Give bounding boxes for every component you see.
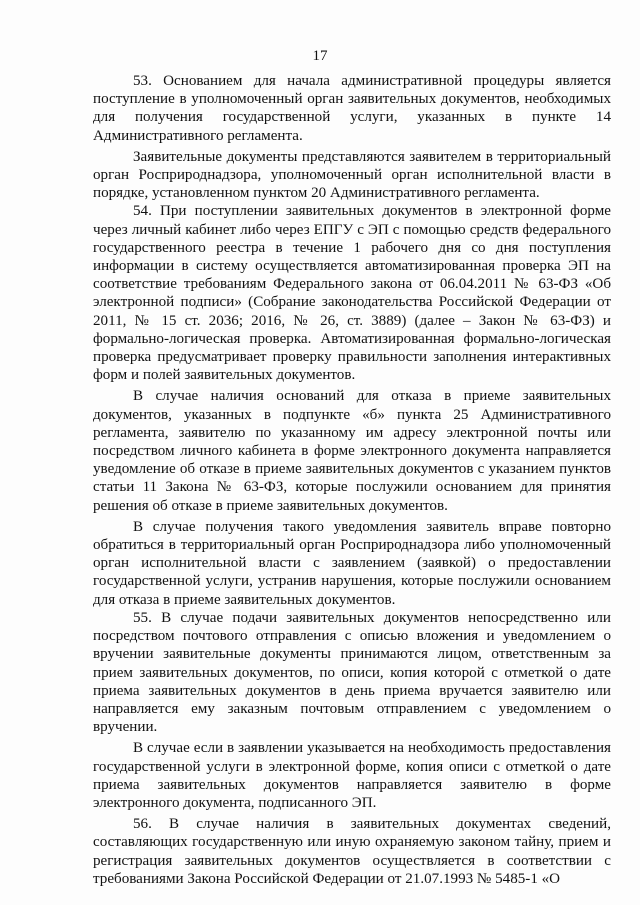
paragraph-55-electronic: В случае если в заявлении указывается на необходимость предоставления государственной услуги в электронной форме, копия описи с отметкой о дате приема заявительных документов направляется заявителю в форме электронного документа, подписанного ЭП.: [93, 740, 611, 811]
paragraph-55: 55. В случае подачи заявительных документов непосредственно или посредством почтового отправления с описью вложения и уведомлением о вручении заявительные документы принимаются лицом, ответственным за прием заявительных документов, по описи, копия которой с отметкой о дате приема заявительных документов в день приема вручается заявителю или направляется ему заказным почтовым отправлением с уведомлением о вручении.: [93, 609, 611, 736]
paragraph-53: 53. Основанием для начала административной процедуры является поступление в уполномоченный орган заявительных документов, необходимых для получения государственной услуги, указанных в пункте 14 Административного регламента.: [93, 73, 611, 144]
paragraph-54: 54. При поступлении заявительных документов в электронной форме через личный кабинет либо через ЕПГУ с ЭП с помощью средств федерального государственного реестра в течение 1 рабочего дня со дня поступления информации в систему осуществляется автоматизированная проверка ЭП на соответствие требованиям Федерального закона от 06.04.2011 № 63-ФЗ «Об электронной подписи» (Собрание законодательства Российской Федерации от 2011, № 15 ст. 2036; 2016, № 26, ст. 3889) (далее – Закон № 63-ФЗ) и формально-логическая проверка. Автоматизированная формально-логическая проверка предусматривает проверку правильности заполнения интерактивных форм и полей заявительных документов.: [93, 203, 611, 384]
paragraph-53-submission: Заявительные документы представляются заявителем в территориальный орган Росприроднадзора, уполномоченный орган исполнительной власти в порядке, установленном пунктом 20 Административного регламента.: [93, 148, 611, 202]
document-body: [93, 72, 611, 888]
page-number: 17: [312, 48, 328, 64]
paragraph-54-resubmission: В случае получения такого уведомления заявитель вправе повторно обратиться в территориальный орган Росприроднадзора либо уполномоченный орган исполнительной власти с заявлением (заявкой) о предоставлении государственной услуги, устранив нарушения, которые послужили основанием для отказа в приеме заявительных документов.: [93, 518, 611, 608]
paragraph-56: 56. В случае наличия в заявительных документах сведений, составляющих государственную или иную охраняемую законом тайну, прием и регистрация заявительных документов осуществляется в соответствии с требованиями Закона Российской Федерации от 21.07.1993 № 5485-1 «О: [93, 816, 611, 887]
paragraph-54-refusal: В случае наличия оснований для отказа в приеме заявительных документов, указанных в подпункте «б» пункта 25 Административного регламента, заявителю по указанному им адресу электронной почты или посредством личного кабинета в форме электронного документа направляется уведомление об отказе в приеме заявительных документов с указанием пунктов статьи 11 Закона № 63-ФЗ, которые послужили основанием для принятия решения об отказе в приеме заявительных документов.: [93, 388, 611, 514]
